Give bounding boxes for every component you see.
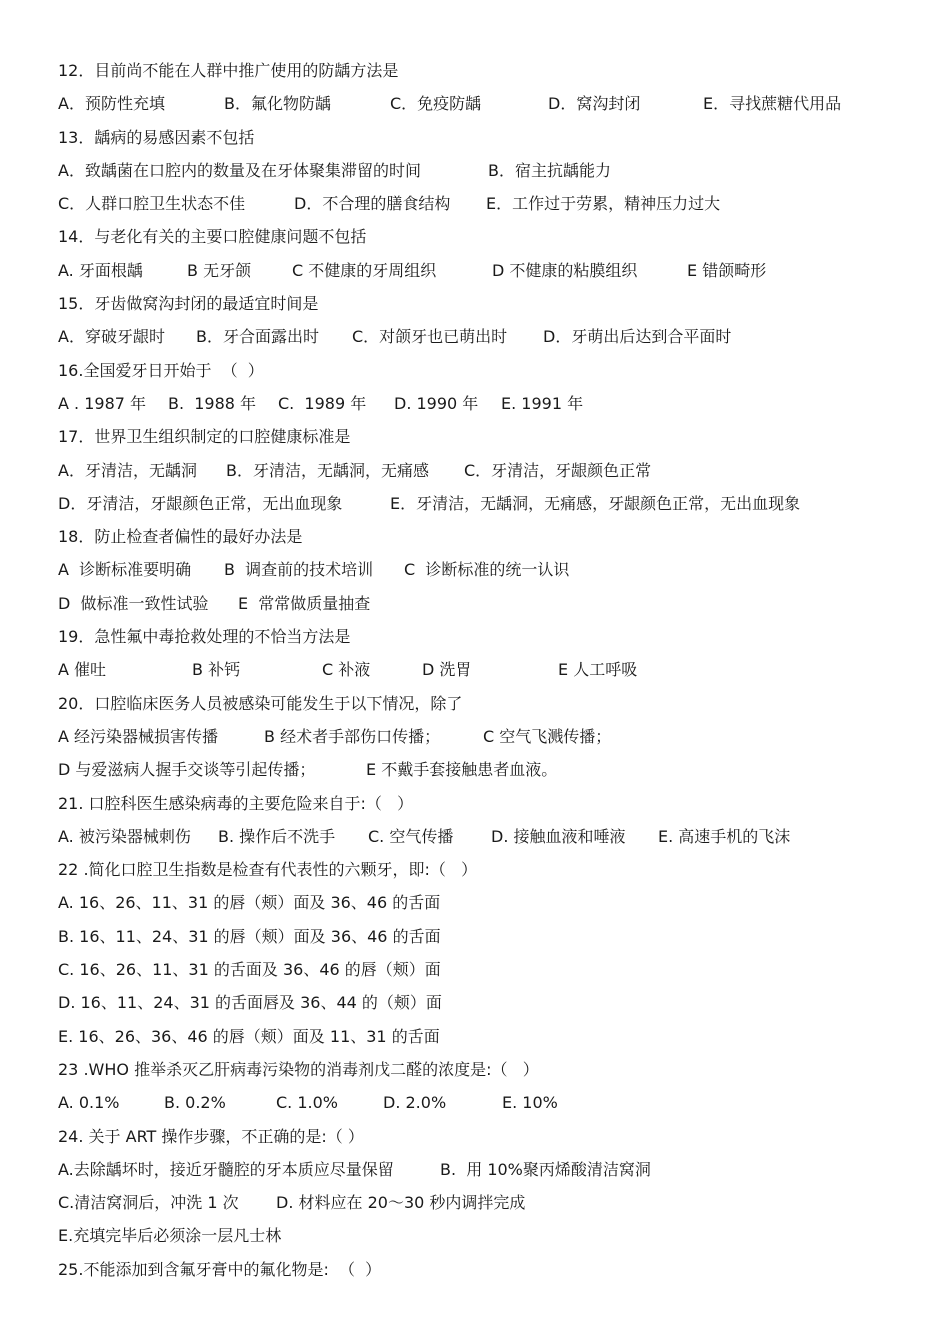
- options-row: [58, 487, 928, 520]
- option-a: A. 被污染器械刺伤: [58, 826, 191, 846]
- option-c: C. 空气传播: [368, 826, 454, 846]
- option-d: D．窝沟封闭: [548, 94, 641, 114]
- option-c: C 空气飞溅传播；: [483, 726, 612, 746]
- options-row: [58, 87, 928, 120]
- option-c: C 诊断标准的统一认识: [404, 560, 570, 580]
- option-b: B. 0.2%: [164, 1093, 226, 1113]
- option-b: B. 用 10%聚丙烯酸清洁窝洞: [440, 1159, 651, 1179]
- option-e: E．工作过于劳累，精神压力过大: [486, 194, 721, 214]
- option-e: E. 10%: [502, 1093, 558, 1113]
- question-stem-20: 20．口腔临床医务人员被感染可能发生于以下情况，除了: [58, 693, 463, 713]
- question-stem-19: 19．急性氟中毒抢救处理的不恰当方法是: [58, 627, 351, 647]
- option-d: D. 2.0%: [383, 1093, 447, 1113]
- option-a: A. 牙面根龋: [58, 260, 143, 280]
- option-d: D 洗胃: [422, 660, 472, 680]
- option-a: A．穿破牙龈时: [58, 327, 165, 347]
- question-stem-24: 24. 关于 ART 操作步骤，不正确的是:（ ）: [58, 1126, 364, 1146]
- option-c: C 补液: [322, 660, 371, 680]
- option-c: C．对颌牙也已萌出时: [352, 327, 508, 347]
- option-b: B. 16、11、24、31 的唇（颊）面及 36、46 的舌面: [58, 926, 441, 946]
- question-stem-22: 22 .简化口腔卫生指数是检查有代表性的六颗牙，即:（ ）: [58, 860, 478, 880]
- question-stem-25: 25.不能添加到含氟牙膏中的氟化物是: （ ）: [58, 1259, 382, 1279]
- option-c: C.清洁窝洞后，冲洗 1 次: [58, 1193, 239, 1213]
- question-stem-15: 15．牙齿做窝沟封闭的最适宜时间是: [58, 294, 319, 314]
- question-stem-21: 21. 口腔科医生感染病毒的主要危险来自于:（ ）: [58, 793, 414, 813]
- option-e: E.充填完毕后必须涂一层凡士林: [58, 1226, 282, 1246]
- option-e: E．牙清洁，无龋洞，无痛感，牙龈颜色正常，无出血现象: [390, 493, 801, 513]
- option-b: B 调查前的技术培训: [224, 560, 374, 580]
- options-row: [58, 587, 928, 620]
- option-b: B. 1988 年: [168, 393, 257, 413]
- option-e: E 人工呼吸: [558, 660, 638, 680]
- option-c: C．牙清洁，牙龈颜色正常: [464, 460, 652, 480]
- option-e: E. 高速手机的飞沫: [658, 826, 791, 846]
- option-d: D．牙萌出后达到合平面时: [543, 327, 732, 347]
- options-row: [58, 1186, 928, 1219]
- option-c: C. 1989 年: [278, 393, 367, 413]
- options-row: [58, 1086, 928, 1119]
- option-a: A 诊断标准要明确: [58, 560, 192, 580]
- options-row: [58, 154, 928, 187]
- option-a: A．致龋菌在口腔内的数量及在牙体聚集滞留的时间: [58, 160, 421, 180]
- option-b: B. 操作后不洗手: [218, 826, 336, 846]
- option-b: B 经术者手部伤口传播；: [264, 726, 441, 746]
- option-d: D．牙清洁，牙龈颜色正常，无出血现象: [58, 493, 343, 513]
- option-d: D 与爱滋病人握手交谈等引起传播；: [58, 760, 316, 780]
- option-c: C．人群口腔卫生状态不佳: [58, 194, 246, 214]
- options-row: [58, 254, 928, 287]
- option-d: D. 材料应在 20～30 秒内调拌完成: [276, 1193, 526, 1213]
- question-stem-16: 16.全国爱牙日开始于 （ ）: [58, 360, 264, 380]
- option-d: D 做标准一致性试验: [58, 593, 209, 613]
- option-d: D．不合理的膳食结构: [294, 194, 451, 214]
- option-e: E 常常做质量抽查: [238, 593, 371, 613]
- option-b: B．氟化物防龋: [224, 94, 331, 114]
- options-row: [58, 820, 928, 853]
- option-b: B 补钙: [192, 660, 241, 680]
- option-d: D 不健康的粘膜组织: [492, 260, 638, 280]
- question-stem-13: 13．龋病的易感因素不包括: [58, 127, 255, 147]
- option-b: B．牙清洁，无龋洞，无痛感: [226, 460, 429, 480]
- option-b: B 无牙颌: [187, 260, 252, 280]
- option-e: E 不戴手套接触患者血液。: [366, 760, 558, 780]
- question-stem-17: 17．世界卫生组织制定的口腔健康标准是: [58, 427, 351, 447]
- option-b: B．宿主抗龋能力: [488, 160, 611, 180]
- option-c: C. 1.0%: [276, 1093, 338, 1113]
- options-row: [58, 1153, 928, 1186]
- options-row: [58, 653, 928, 686]
- option-c: C．免疫防龋: [390, 94, 482, 114]
- option-e: E．寻找蔗糖代用品: [703, 94, 842, 114]
- question-stem-18: 18．防止检查者偏性的最好办法是: [58, 527, 303, 547]
- option-e: E. 16、26、36、46 的唇（颊）面及 11、31 的舌面: [58, 1026, 440, 1046]
- option-c: C 不健康的牙周组织: [292, 260, 437, 280]
- option-a: A 催吐: [58, 660, 107, 680]
- option-d: D. 1990 年: [394, 393, 479, 413]
- options-row: [58, 187, 928, 220]
- options-row: [58, 320, 928, 353]
- option-d: D. 接触血液和唾液: [491, 826, 626, 846]
- option-a: A. 0.1%: [58, 1093, 120, 1113]
- options-row: [58, 553, 928, 586]
- option-d: D. 16、11、24、31 的舌面唇及 36、44 的（颊）面: [58, 993, 442, 1013]
- option-e: E. 1991 年: [501, 393, 584, 413]
- option-a: A 经污染器械损害传播: [58, 726, 219, 746]
- options-row: [58, 753, 928, 786]
- option-a: A. 16、26、11、31 的唇（颊）面及 36、46 的舌面: [58, 893, 441, 913]
- option-a: A.去除龋坏时，接近牙髓腔的牙本质应尽量保留: [58, 1159, 394, 1179]
- option-a: A．预防性充填: [58, 94, 165, 114]
- question-stem-12: 12．目前尚不能在人群中推广使用的防龋方法是: [58, 61, 399, 80]
- options-row: [58, 454, 928, 487]
- option-b: B．牙合面露出时: [196, 327, 319, 347]
- option-a: A . 1987 年: [58, 393, 147, 413]
- document-page: [58, 54, 928, 1286]
- option-c: C. 16、26、11、31 的舌面及 36、46 的唇（颊）面: [58, 960, 441, 980]
- option-e: E 错颌畸形: [687, 260, 767, 280]
- question-stem-14: 14．与老化有关的主要口腔健康问题不包括: [58, 227, 367, 247]
- options-row: [58, 387, 928, 420]
- question-stem-23: 23 .WHO 推举杀灭乙肝病毒污染物的消毒剂戊二醛的浓度是:（ ）: [58, 1059, 539, 1079]
- options-row: [58, 720, 928, 753]
- option-a: A．牙清洁，无龋洞: [58, 460, 197, 480]
